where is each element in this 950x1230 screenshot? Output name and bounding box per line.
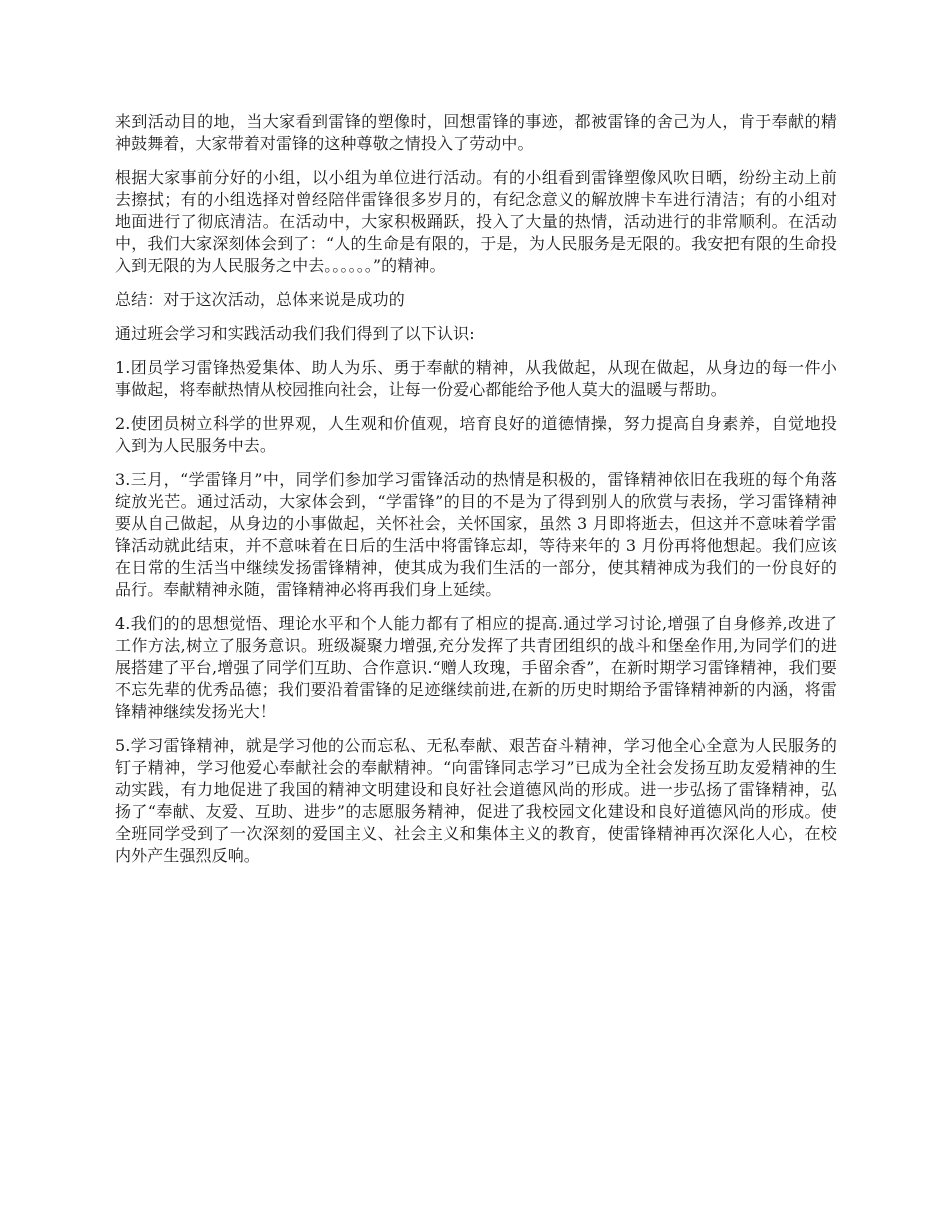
paragraph-point-5: 5.学习雷锋精神，就是学习他的公而忘私、无私奉献、艰苦奋斗精神，学习他全心全意为人民服务的钉子精神，学习他爱心奉献社会的奉献精神。“向雷锋同志学习”已成为全社会发扬互助友爱精神的生动实践，有力地促进了我国的精神文明建设和良好社会道德风尚的形成。进一步弘扬了雷锋精神，弘扬了“奉献、友爱、互助、进步”的志愿服务精神，促进了我校园文化建设和良好道德风尚的形成。使全班同学受到了一次深刻的爱国主义、社会主义和集体主义的教育，使雷锋精神再次深化人心，在校内外产生强烈反响。	[115, 736, 837, 865]
document-page	[115, 111, 837, 879]
paragraph-intro: 通过班会学习和实践活动我们我们得到了以下认识:	[115, 324, 475, 343]
paragraph-summary: 总结：对于这次活动，总体来说是成功的	[115, 290, 405, 309]
paragraph-arrival: 来到活动目的地，当大家看到雷锋的塑像时，回想雷锋的事迹，都被雷锋的舍己为人，肯于奉献的精神鼓舞着，大家带着对雷锋的这种尊敬之情投入了劳动中。	[115, 112, 837, 153]
paragraph-activity: 根据大家事前分好的小组，以小组为单位进行活动。有的小组看到雷锋塑像风吹日晒，纷纷主动上前去擦拭；有的小组选择对曾经陪伴雷锋很多岁月的，有纪念意义的解放牌卡车进行清洁；有的小组对地面进行了彻底清洁。在活动中，大家积极踊跃，投入了大量的热情，活动进行的非常顺利。在活动中，我们大家深刻体会到了：“人的生命是有限的，于是，为人民服务是无限的。我安把有限的生命投入到无限的为人民服务之中去。。。。。。”的精神。	[115, 168, 837, 275]
paragraph-point-4: 4.我们的的思想觉悟、理论水平和个人能力都有了相应的提高.通过学习讨论,增强了自身修养,改进了工作方法,树立了服务意识。班级凝聚力增强,充分发挥了共青团组织的战斗和堡垒作用,为同学们的进展搭建了平台,增强了同学们互助、合作意识.“赠人玫瑰，手留余香”，在新时期学习雷锋精神，我们要不忘先辈的优秀品德；我们要沿着雷锋的足迹继续前进,在新的历史时期给予雷锋精神新的内涵，将雷锋精神继续发扬光大！	[115, 614, 837, 721]
paragraph-point-1: 1.团员学习雷锋热爱集体、助人为乐、勇于奉献的精神，从我做起，从现在做起，从身边的每一件小事做起，将奉献热情从校园推向社会，让每一份爱心都能给予他人莫大的温暖与帮助。	[115, 358, 837, 399]
paragraph-point-3: 3.三月，“学雷锋月”中，同学们参加学习雷锋活动的热情是积极的，雷锋精神依旧在我班的每个角落绽放光芒。通过活动，大家体会到，“学雷锋”的目的不是为了得到别人的欣赏与表扬，学习雷锋精神要从自己做起，从身边的小事做起，关怀社会，关怀国家，虽然 3 月即将逝去，但这并不意味着学雷锋活动就此结束，并不意味着在日后的生活中将雷锋忘却，等待来年的 3 月份再将他想起。我们应该在日常的生活当中继续发扬雷锋精神，使其成为我们生活的一部分，使其精神成为我们的一份良好的品行。奉献精神永随，雷锋精神必将再我们身上延续。	[115, 470, 837, 599]
paragraph-point-2: 2.使团员树立科学的世界观，人生观和价值观，培育良好的道德情操，努力提高自身素养，自觉地投入到为人民服务中去。	[115, 414, 837, 455]
